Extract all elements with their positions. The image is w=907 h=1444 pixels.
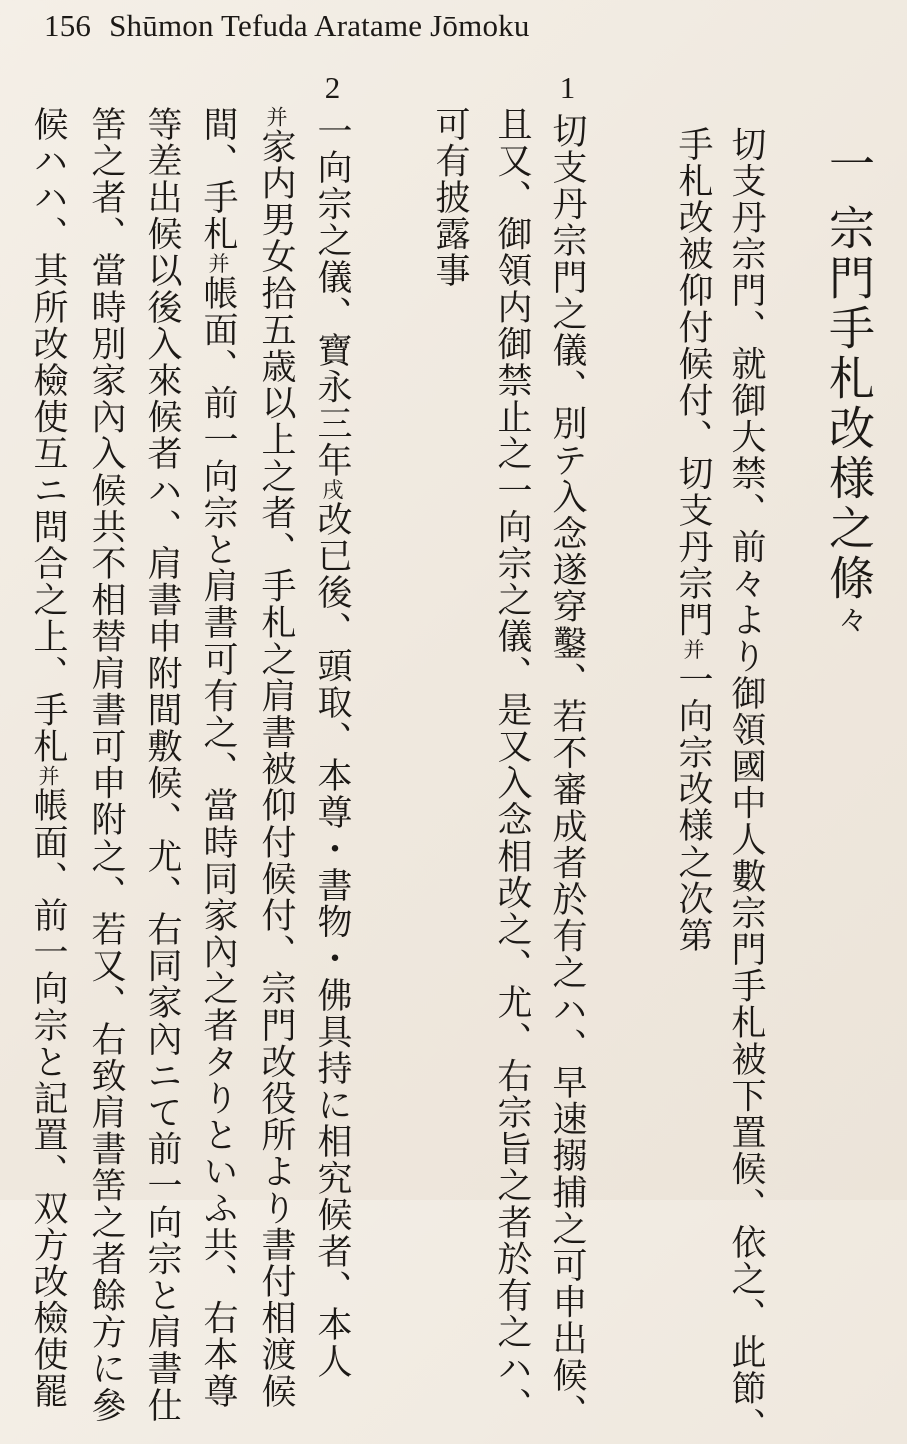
article-2-line-5: 筈之者、當時別家內入候共不相替肩書可申附之、若又、右致肩書筈之者餘方に參 [86, 106, 126, 1424]
article-2-line-2: 并家内男女拾五歳以上之者、手札之肩書被仰付候付、宗門改役所より書付相渡候 [256, 106, 296, 1410]
title-text: 宗門手札改様之條 [822, 204, 876, 604]
article-2-line-1: 2一向宗之儀、寶永三年戌改已後、頭取、本尊・書物・佛具持に相究候者、本人 [312, 70, 352, 1380]
title-prefix: 一 [822, 140, 876, 190]
article-2-line-6: 候ハハ、其所改檢使互ニ問合之上、手札并帳面、前一向宗と記置、双方改檢使罷 [28, 106, 68, 1410]
article-1-line-1: 1切支丹宗門之儀、別テ入念遂穿鑿、若不審成者於有之ハ、早速搦捕之可申出候、 [547, 70, 587, 1431]
article-2-number: 2 [315, 70, 350, 107]
article-2-line-4: 等差出候以後入來候者ハ、肩書申附間敷候、尤、右同家內ニて前一向宗と肩書仕 [142, 106, 182, 1424]
page-number: 156 [44, 8, 92, 43]
article-2-line-3: 間、手札并帳面、前一向宗と肩書可有之、當時同家內之者タりといふ共、右本尊 [198, 106, 238, 1410]
intro-line-2: 手札改被仰付候付、切支丹宗門并一向宗改様之次第 [673, 126, 713, 954]
running-head-title: Shūmon Tefuda Aratame Jōmoku [109, 8, 530, 43]
article-1-number: 1 [550, 70, 585, 107]
section-title [822, 140, 876, 638]
running-head [44, 8, 530, 44]
title-suffix: 々 [832, 604, 867, 638]
article-1-line-2: 且又、御領内御禁止之一向宗之儀、是又入念相改之、尤、右宗旨之者於有之ハ、 [492, 106, 532, 1424]
intro-line-1: 切支丹宗門、就御大禁、前々より御領國中人數宗門手札被下置候、依之、此節、 [726, 126, 766, 1444]
article-1-line-3: 可有披露事 [430, 106, 470, 289]
